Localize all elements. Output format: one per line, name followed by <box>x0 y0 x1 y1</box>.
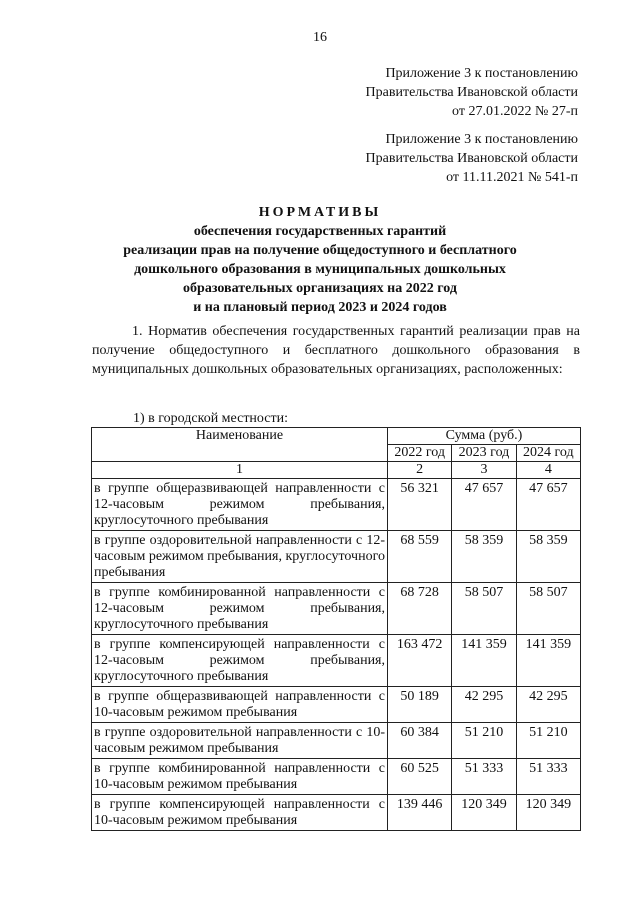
value-2022: 56 321 <box>388 479 452 531</box>
row-name: в группе комбинированной направленности с 12-часовым режимом пребывания, круглосуточного пребывания <box>92 583 388 635</box>
column-number: 4 <box>516 462 580 479</box>
paragraph-1: 1. Норматив обеспечения государственных гарантий реализации прав на получение общедоступного и бесплатного дошкольного образования в муниципальных дошкольных образовательных организациях, расположенных: <box>92 324 580 377</box>
appendix-line: Приложение 3 к постановлению <box>385 132 578 147</box>
column-number: 1 <box>92 462 388 479</box>
column-number: 2 <box>388 462 452 479</box>
row-name: в группе компенсирующей направленности с 12-часовым режимом пребывания, круглосуточного пребывания <box>92 635 388 687</box>
table-row <box>92 479 581 531</box>
value-2022: 163 472 <box>388 635 452 687</box>
value-2023: 47 657 <box>452 479 516 531</box>
value-2024: 141 359 <box>516 635 580 687</box>
value-2023: 141 359 <box>452 635 516 687</box>
table-row <box>92 531 581 583</box>
appendix-reference-current <box>366 64 578 121</box>
row-name: в группе комбинированной направленности с 10-часовым режимом пребывания <box>92 759 388 795</box>
value-2023: 51 333 <box>452 759 516 795</box>
header-year: 2024 год <box>516 445 580 462</box>
appendix-line: Приложение 3 к постановлению <box>385 66 578 81</box>
header-name: Наименование <box>92 428 388 462</box>
appendix-reference-original <box>366 130 578 187</box>
value-2024: 51 210 <box>516 723 580 759</box>
header-sum: Сумма (руб.) <box>388 428 581 445</box>
table-row <box>92 759 581 795</box>
table-row <box>92 583 581 635</box>
subheading-urban: 1) в городской местности: <box>133 411 288 426</box>
column-number: 3 <box>452 462 516 479</box>
page-number: 16 <box>313 30 327 45</box>
value-2024: 120 349 <box>516 795 580 831</box>
value-2024: 51 333 <box>516 759 580 795</box>
appendix-line: от 27.01.2022 № 27-п <box>452 104 578 119</box>
document-title <box>60 203 580 317</box>
row-name: в группе компенсирующей направленности с 10-часовым режимом пребывания <box>92 795 388 831</box>
value-2024: 58 507 <box>516 583 580 635</box>
value-2024: 42 295 <box>516 687 580 723</box>
title-line: образовательных организациях на 2022 год <box>183 281 457 296</box>
value-2022: 68 728 <box>388 583 452 635</box>
appendix-line: Правительства Ивановской области <box>365 85 578 100</box>
table-colnum-row <box>92 462 581 479</box>
row-name: в группе общеразвивающей направленности с 10-часовым режимом пребывания <box>92 687 388 723</box>
title-line: и на плановый период 2023 и 2024 годов <box>193 300 447 315</box>
value-2024: 47 657 <box>516 479 580 531</box>
row-name: в группе оздоровительной направленности с 10-часовым режимом пребывания <box>92 723 388 759</box>
header-year: 2022 год <box>388 445 452 462</box>
table-row <box>92 795 581 831</box>
value-2022: 60 525 <box>388 759 452 795</box>
header-year: 2023 год <box>452 445 516 462</box>
table-row <box>92 687 581 723</box>
value-2023: 58 359 <box>452 531 516 583</box>
appendix-line: Правительства Ивановской области <box>365 151 578 166</box>
value-2022: 50 189 <box>388 687 452 723</box>
value-2023: 42 295 <box>452 687 516 723</box>
title-line: обеспечения государственных гарантий <box>193 224 447 239</box>
appendix-line: от 11.11.2021 № 541-п <box>446 170 578 185</box>
title-heading: НОРМАТИВЫ <box>258 205 382 220</box>
value-2023: 120 349 <box>452 795 516 831</box>
title-line: реализации прав на получение общедоступного и бесплатного <box>123 243 517 258</box>
norms-table <box>91 427 581 831</box>
value-2023: 51 210 <box>452 723 516 759</box>
value-2022: 60 384 <box>388 723 452 759</box>
title-line: дошкольного образования в муниципальных дошкольных <box>134 262 506 277</box>
table-header-row <box>92 428 581 445</box>
table-row <box>92 635 581 687</box>
value-2022: 139 446 <box>388 795 452 831</box>
value-2023: 58 507 <box>452 583 516 635</box>
value-2022: 68 559 <box>388 531 452 583</box>
table-row <box>92 723 581 759</box>
row-name: в группе оздоровительной направленности с 12-часовым режимом пребывания, круглосуточного пребывания <box>92 531 388 583</box>
row-name: в группе общеразвивающей направленности с 12-часовым режимом пребывания, круглосуточного пребывания <box>92 479 388 531</box>
value-2024: 58 359 <box>516 531 580 583</box>
